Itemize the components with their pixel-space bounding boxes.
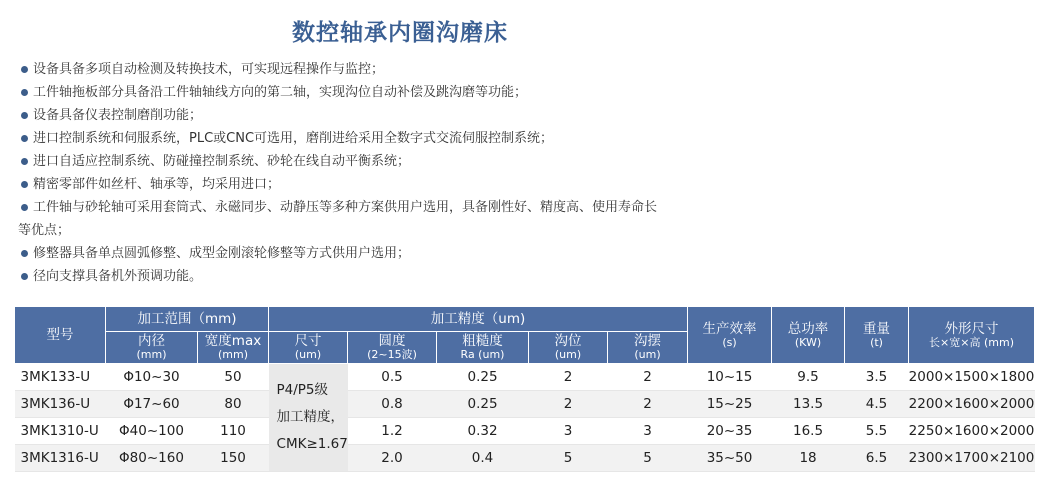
cell-efficiency: 35~50	[688, 445, 772, 472]
feature-item: 工件轴与砂轮轴可采用套筒式、永磁同步、动静压等多种方案供用户选用，具备刚性好、精度高、使用寿命长等优点；	[18, 196, 658, 242]
page-title: 数控轴承内圈沟磨床	[292, 20, 508, 46]
header-precision-group: 加工精度（um)	[269, 307, 688, 332]
table-row	[15, 391, 1035, 418]
cell-groove-position: 3	[529, 418, 608, 445]
table-row	[15, 364, 1035, 391]
cell-roughness: 0.32	[437, 418, 529, 445]
header-range-group: 加工范围（mm)	[106, 307, 269, 332]
header-inner-diameter: 内径 (mm)	[106, 332, 198, 364]
header-groove-position: 沟位 (um)	[529, 332, 608, 364]
header-power: 总功率 (KW)	[772, 307, 845, 364]
cell-roughness: 0.4	[437, 445, 529, 472]
cell-roundness: 1.2	[348, 418, 437, 445]
cell-roundness: 0.5	[348, 364, 437, 391]
header-roundness: 圆度 (2~15波)	[348, 332, 437, 364]
cell-width-max: 80	[198, 391, 269, 418]
header-dimensions: 外形尺寸 长×宽×高 (mm)	[909, 307, 1035, 364]
feature-item: 精密零部件如丝杆、轴承等，均采用进口；	[18, 173, 658, 196]
cell-power: 9.5	[772, 364, 845, 391]
feature-item: 径向支撑具备机外预调功能。	[18, 265, 658, 288]
cell-dimensions: 2250×1600×2000	[909, 418, 1035, 445]
feature-list	[18, 58, 658, 288]
cell-roundness: 2.0	[348, 445, 437, 472]
feature-item: 进口控制系统和伺服系统，PLC或CNC可选用，磨削进给采用全数字式交流伺服控制系统；	[18, 127, 658, 150]
header-efficiency: 生产效率 (s)	[688, 307, 772, 364]
cell-groove-position: 2	[529, 391, 608, 418]
cell-dimensions: 2300×1700×2100	[909, 445, 1035, 472]
feature-item: 进口自适应控制系统、防碰撞控制系统、砂轮在线自动平衡系统；	[18, 150, 658, 173]
table-row	[15, 418, 1035, 445]
cell-model: 3MK1316-U	[15, 445, 106, 472]
precision-line: 加工精度，	[276, 409, 345, 425]
cell-efficiency: 15~25	[688, 391, 772, 418]
cell-power: 13.5	[772, 391, 845, 418]
cell-inner-diameter: Φ17~60	[106, 391, 198, 418]
feature-item: 设备具备仪表控制磨削功能；	[18, 104, 658, 127]
header-model: 型号	[15, 307, 106, 364]
cell-groove-position: 2	[529, 364, 608, 391]
cell-model: 3MK136-U	[15, 391, 106, 418]
header-width-max: 宽度max (mm)	[198, 332, 269, 364]
cell-weight: 5.5	[845, 418, 909, 445]
cell-power: 16.5	[772, 418, 845, 445]
feature-item: 修整器具备单点圆弧修整、成型金刚滚轮修整等方式供用户选用；	[18, 242, 658, 265]
precision-line: P4/P5级	[276, 382, 329, 398]
cell-weight: 3.5	[845, 364, 909, 391]
cell-dimensions: 2000×1500×1800	[909, 364, 1035, 391]
cell-model: 3MK1310-U	[15, 418, 106, 445]
header-weight: 重量 (t)	[845, 307, 909, 364]
header-groove-swing: 沟摆 (um)	[608, 332, 688, 364]
cell-groove-swing: 3	[608, 418, 688, 445]
cell-roundness: 0.8	[348, 391, 437, 418]
cell-groove-position: 5	[529, 445, 608, 472]
table-row	[15, 445, 1035, 472]
cell-groove-swing: 5	[608, 445, 688, 472]
cell-model: 3MK133-U	[15, 364, 106, 391]
cell-weight: 4.5	[845, 391, 909, 418]
precision-line: CMK≥1.67	[276, 436, 348, 452]
cell-dimensions: 2200×1600×2000	[909, 391, 1035, 418]
cell-weight: 6.5	[845, 445, 909, 472]
cell-power: 18	[772, 445, 845, 472]
cell-efficiency: 10~15	[688, 364, 772, 391]
cell-width-max: 150	[198, 445, 269, 472]
cell-width-max: 50	[198, 364, 269, 391]
cell-inner-diameter: Φ40~100	[106, 418, 198, 445]
feature-item: 设备具备多项自动检测及转换技术，可实现远程操作与监控；	[18, 58, 658, 81]
cell-roughness: 0.25	[437, 364, 529, 391]
cell-size-precision	[269, 364, 348, 472]
header-roughness: 粗糙度 Ra (um)	[437, 332, 529, 364]
cell-inner-diameter: Φ10~30	[106, 364, 198, 391]
cell-efficiency: 20~35	[688, 418, 772, 445]
cell-width-max: 110	[198, 418, 269, 445]
cell-inner-diameter: Φ80~160	[106, 445, 198, 472]
spec-table	[14, 306, 1035, 472]
cell-roughness: 0.25	[437, 391, 529, 418]
cell-groove-swing: 2	[608, 391, 688, 418]
header-size: 尺寸 (um)	[269, 332, 348, 364]
cell-groove-swing: 2	[608, 364, 688, 391]
feature-item: 工件轴拖板部分具备沿工件轴轴线方向的第二轴，实现沟位自动补偿及跳沟磨等功能；	[18, 81, 658, 104]
